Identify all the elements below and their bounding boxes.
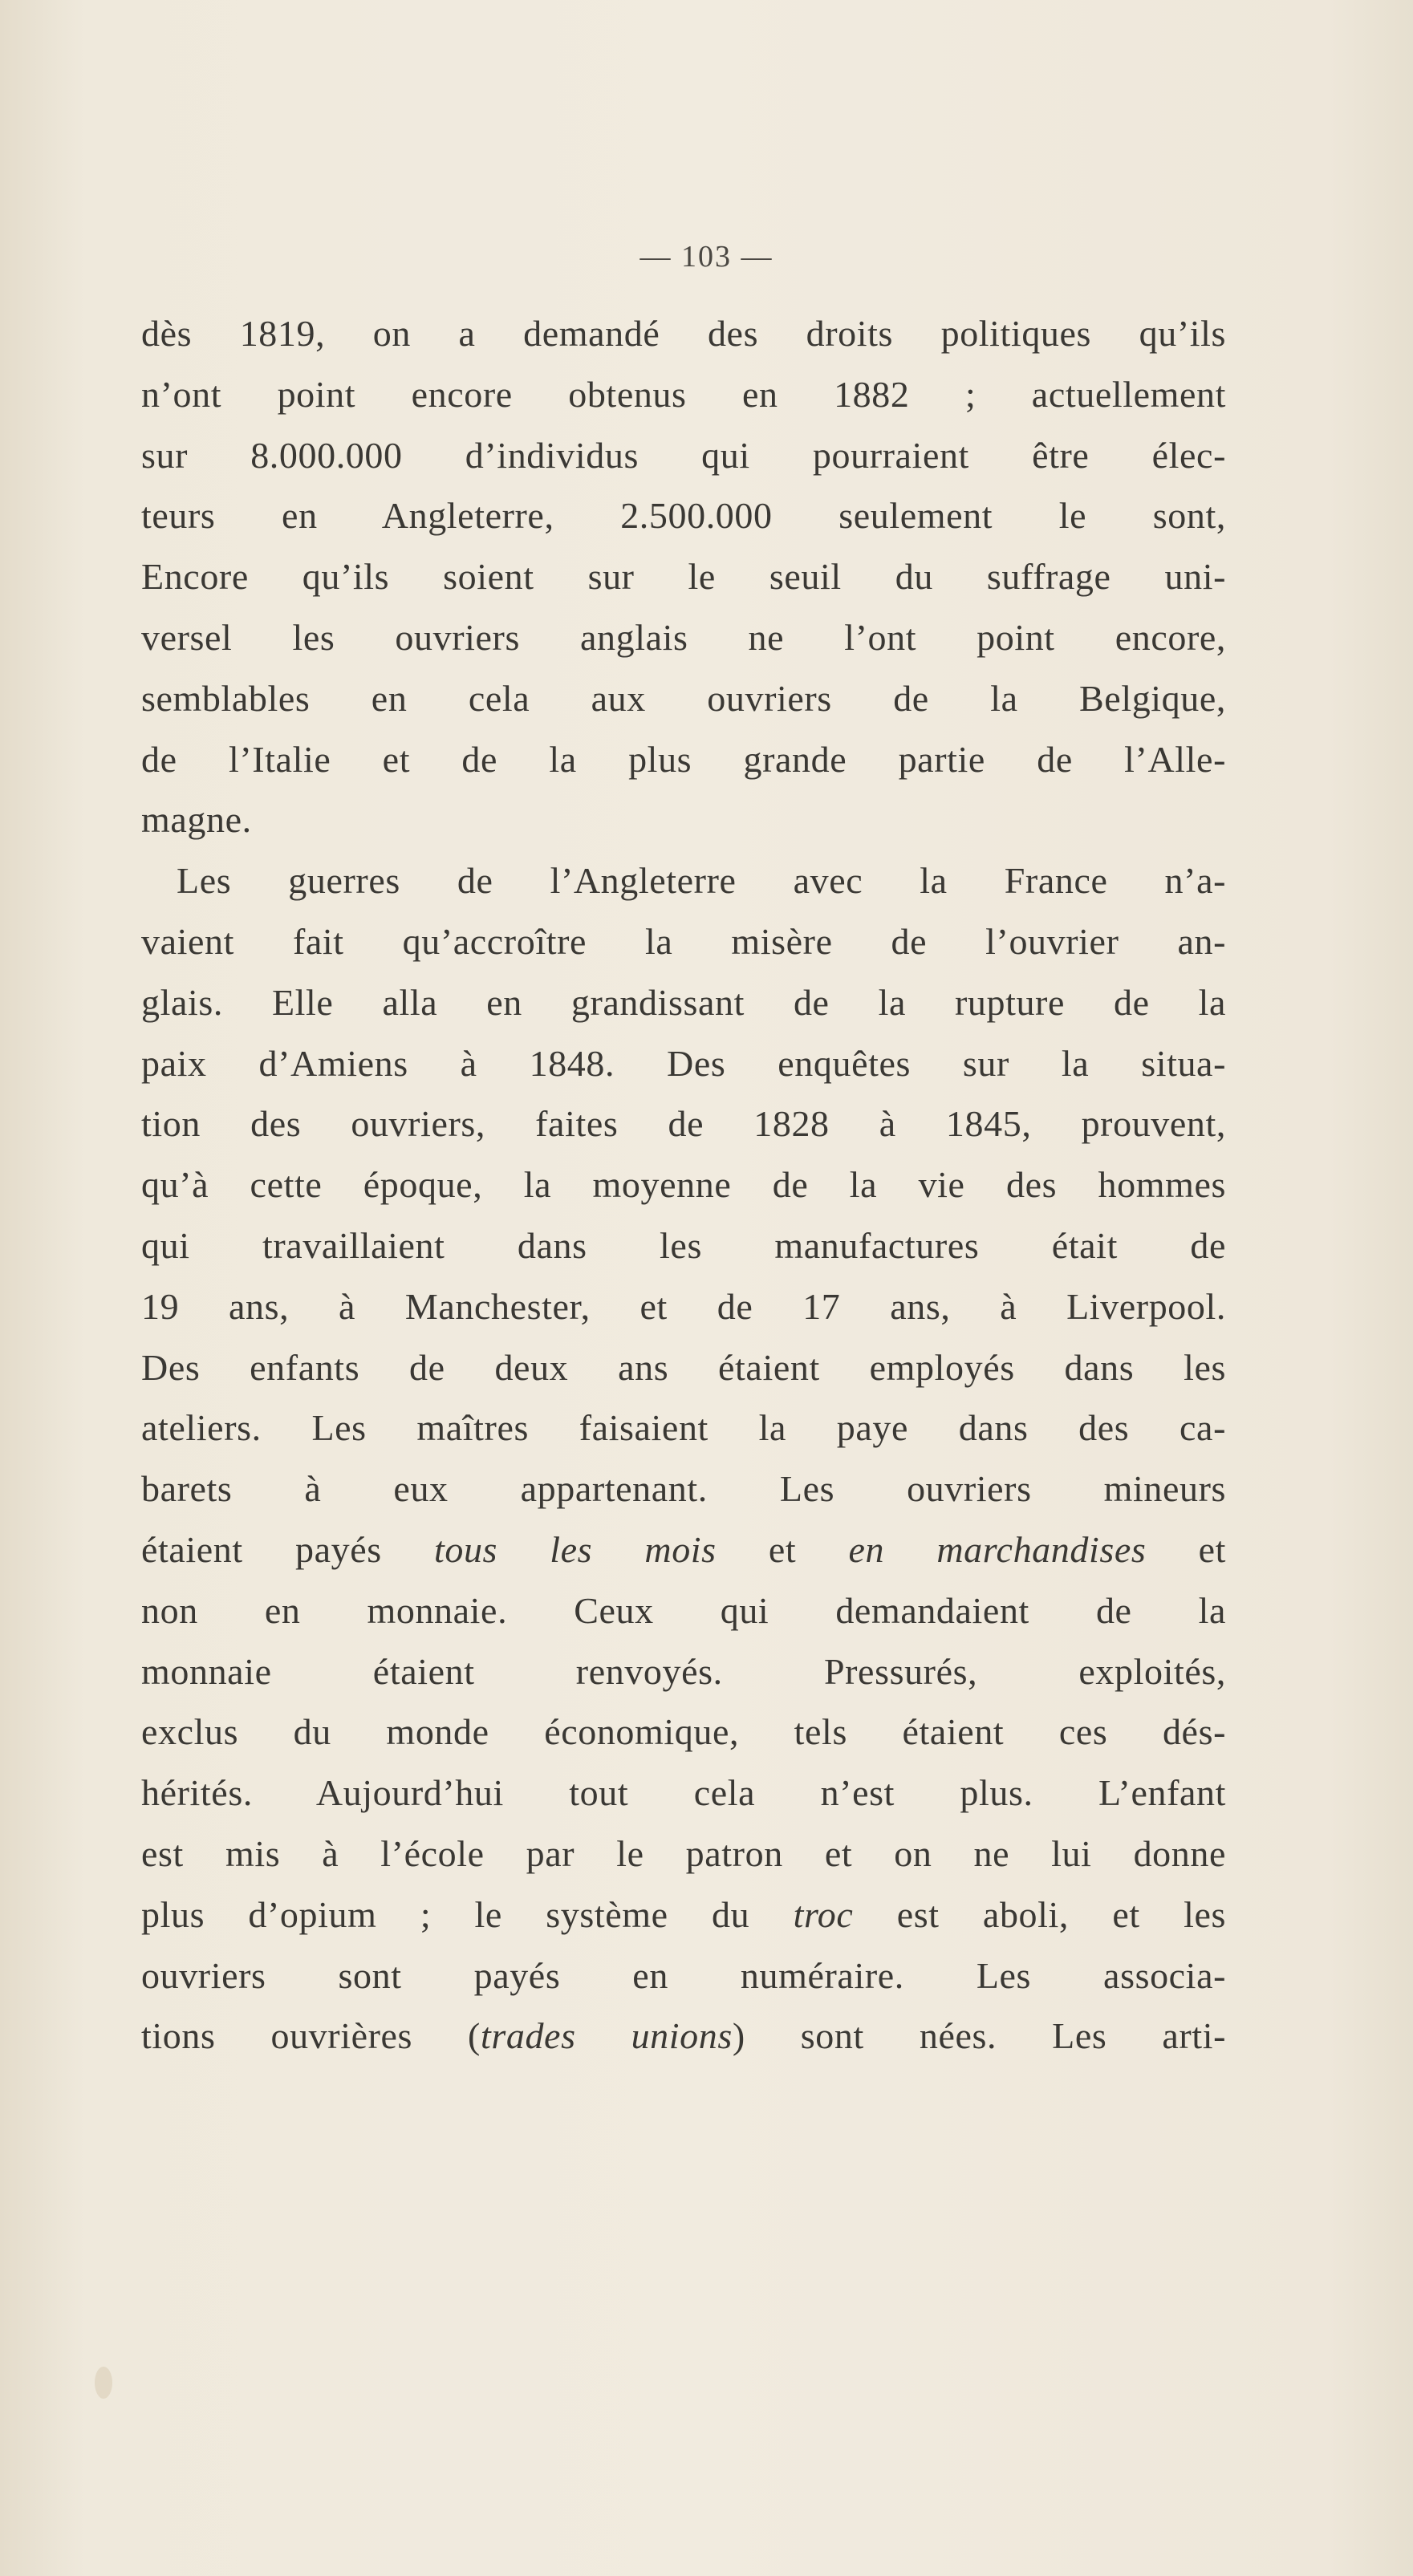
text-line: non en monnaie. Ceux qui demandaient de la: [141, 1589, 1226, 1631]
text-line: n’ont point encore obtenus en 1882 ; actuellement: [141, 373, 1226, 415]
text-line: sur 8.000.000 d’individus qui pourraient être élec-: [141, 434, 1226, 476]
text-run: et: [1146, 1528, 1227, 1570]
text-line: [141, 1884, 1226, 1945]
italic-run: en marchandises: [848, 1528, 1147, 1570]
text-line: glais. Elle alla en grandissant de la rupture de la: [141, 981, 1226, 1023]
page-number: — 103 —: [640, 240, 773, 274]
text-line: teurs en Angleterre, 2.500.000 seulement le sont,: [141, 495, 1226, 537]
text-run: et: [716, 1528, 849, 1570]
text-run: est aboli, et les: [853, 1893, 1226, 1935]
body-text: [141, 303, 1226, 2067]
text-line: qui travaillaient dans les manufactures était de: [141, 1224, 1226, 1266]
paper-stain: [95, 2367, 112, 2399]
text-line: est mis à l’école par le patron et on ne lui donne: [141, 1832, 1226, 1874]
text-line: semblables en cela aux ouvriers de la Belgique,: [141, 677, 1226, 719]
text-line: [141, 2006, 1226, 2067]
text-line: 19 ans, à Manchester, et de 17 ans, à Liverpool.: [141, 1285, 1226, 1327]
text-line: ouvriers sont payés en numéraire. Les associa-: [141, 1954, 1226, 1996]
text-line: Encore qu’ils soient sur le seuil du suffrage uni-: [141, 556, 1226, 598]
text-line: Les guerres de l’Angleterre avec la France n’a-: [177, 860, 1226, 902]
italic-run: trades unions: [480, 2015, 733, 2057]
text-line: qu’à cette époque, la moyenne de la vie des hommes: [141, 1164, 1226, 1206]
text-run: tions ouvrières (: [141, 2015, 481, 2057]
text-line: exclus du monde économique, tels étaient ces dés-: [141, 1711, 1226, 1753]
text-line: paix d’Amiens à 1848. Des enquêtes sur la situa-: [141, 1042, 1226, 1084]
text-line: hérités. Aujourd’hui tout cela n’est plus. L’enfant: [141, 1772, 1226, 1814]
text-line: barets à eux appartenant. Les ouvriers mineurs: [141, 1468, 1226, 1510]
text-run: ) sont nées. Les arti-: [732, 2015, 1227, 2057]
text-line: dès 1819, on a demandé des droits politiques qu’ils: [141, 313, 1226, 354]
text-line: magne.: [141, 799, 252, 841]
text-run: étaient payés: [141, 1528, 434, 1570]
italic-run: troc: [793, 1893, 854, 1935]
text-line: vaient fait qu’accroître la misère de l’ouvrier an-: [141, 920, 1226, 962]
text-line: monnaie étaient renvoyés. Pressurés, exploités,: [141, 1650, 1226, 1692]
italic-run: tous les mois: [433, 1528, 717, 1570]
text-line: tion des ouvriers, faites de 1828 à 1845, prouvent,: [141, 1103, 1226, 1145]
text-line: de l’Italie et de la plus grande partie de l’Alle-: [141, 738, 1226, 780]
text-run: plus d’opium ; le système du: [141, 1893, 794, 1935]
text-line: versel les ouvriers anglais ne l’ont point encore,: [141, 616, 1226, 658]
text-line: ateliers. Les maîtres faisaient la paye dans des ca-: [141, 1407, 1226, 1449]
text-line: [141, 1519, 1226, 1580]
text-line: Des enfants de deux ans étaient employés dans les: [141, 1346, 1226, 1388]
